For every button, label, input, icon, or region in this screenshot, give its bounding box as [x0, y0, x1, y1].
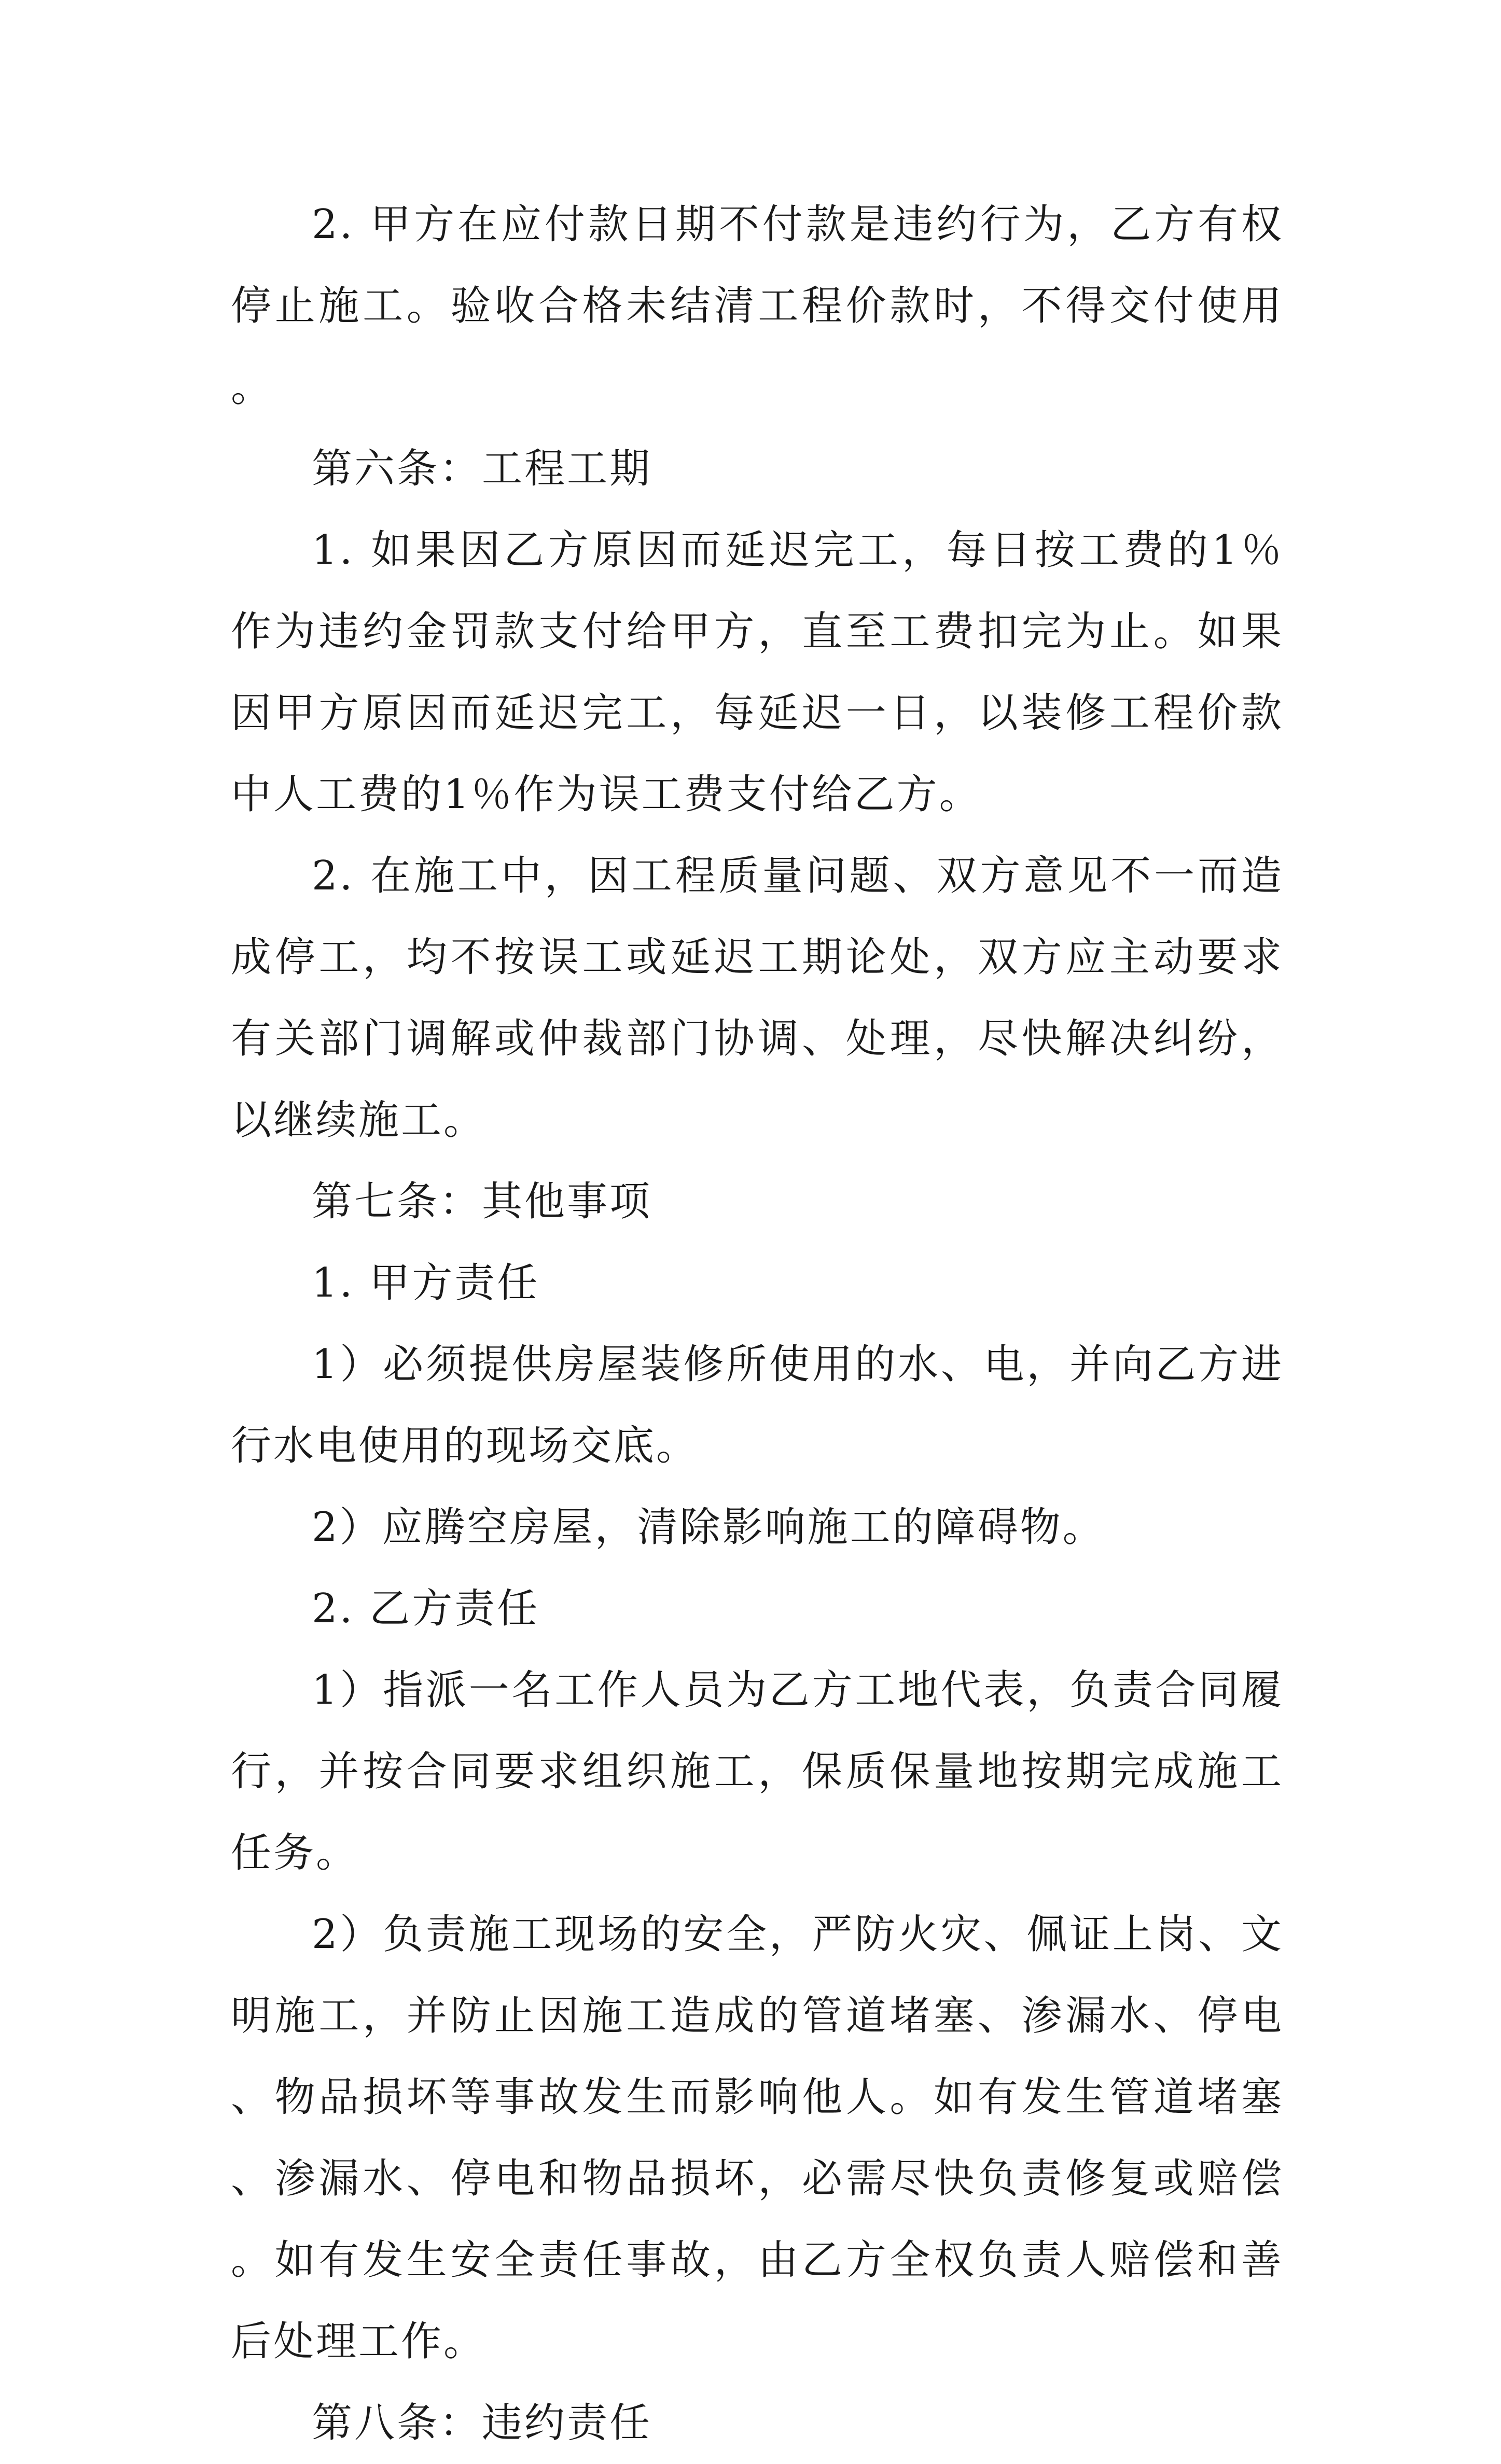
article-6-heading: 第六条：工程工期: [312, 446, 652, 492]
party-b-item-2: 2）负责施工现场的安全，严防火灾、佩证上岗、文明施工，并防止因施工造成的管道堵塞、渗漏水、停电、物品损坏等事故发生而影响他人。如有发生管道堵塞、渗漏水、停电和物品损坏，必需尽快负责修复或赔偿。如有发生安全责任事故，由乙方全权负责人赔偿和善后处理工作。: [231, 1911, 1284, 2365]
contract-body: [231, 184, 1284, 2464]
party-b-heading: 2. 乙方责任: [312, 1585, 540, 1632]
article-7-heading: 第七条：其他事项: [312, 1178, 652, 1225]
party-a-item-1: 1）必须提供房屋装修所使用的水、电，并向乙方进行水电使用的现场交底。: [231, 1341, 1284, 1469]
clause-5-item-2: 2. 甲方在应付款日期不付款是违约行为，乙方有权停止施工。验收合格未结清工程价款时，不得交付使用。: [231, 201, 1284, 411]
clause-6-item-1: 1. 如果因乙方原因而延迟完工，每日按工费的1％作为违约金罚款支付给甲方，直至工费扣完为止。如果因甲方原因而延迟完工，每延迟一日，以装修工程价款中人工费的1％作为误工费支付给乙方。: [231, 527, 1284, 818]
party-a-item-2: 2）应腾空房屋，清除影响施工的障碍物。: [312, 1504, 1105, 1551]
clause-6-item-2: 2. 在施工中，因工程质量问题、双方意见不一而造成停工，均不按误工或延迟工期论处，双方应主动要求有关部门调解或仲裁部门协调、处理，尽快解决纠纷，以继续施工。: [231, 853, 1284, 1144]
article-8-heading: 第八条：违约责任: [312, 2400, 652, 2446]
party-a-heading: 1. 甲方责任: [312, 1260, 540, 1306]
party-b-item-1: 1）指派一名工作人员为乙方工地代表，负责合同履行，并按合同要求组织施工，保质保量地按期完成施工任务。: [231, 1667, 1284, 1876]
